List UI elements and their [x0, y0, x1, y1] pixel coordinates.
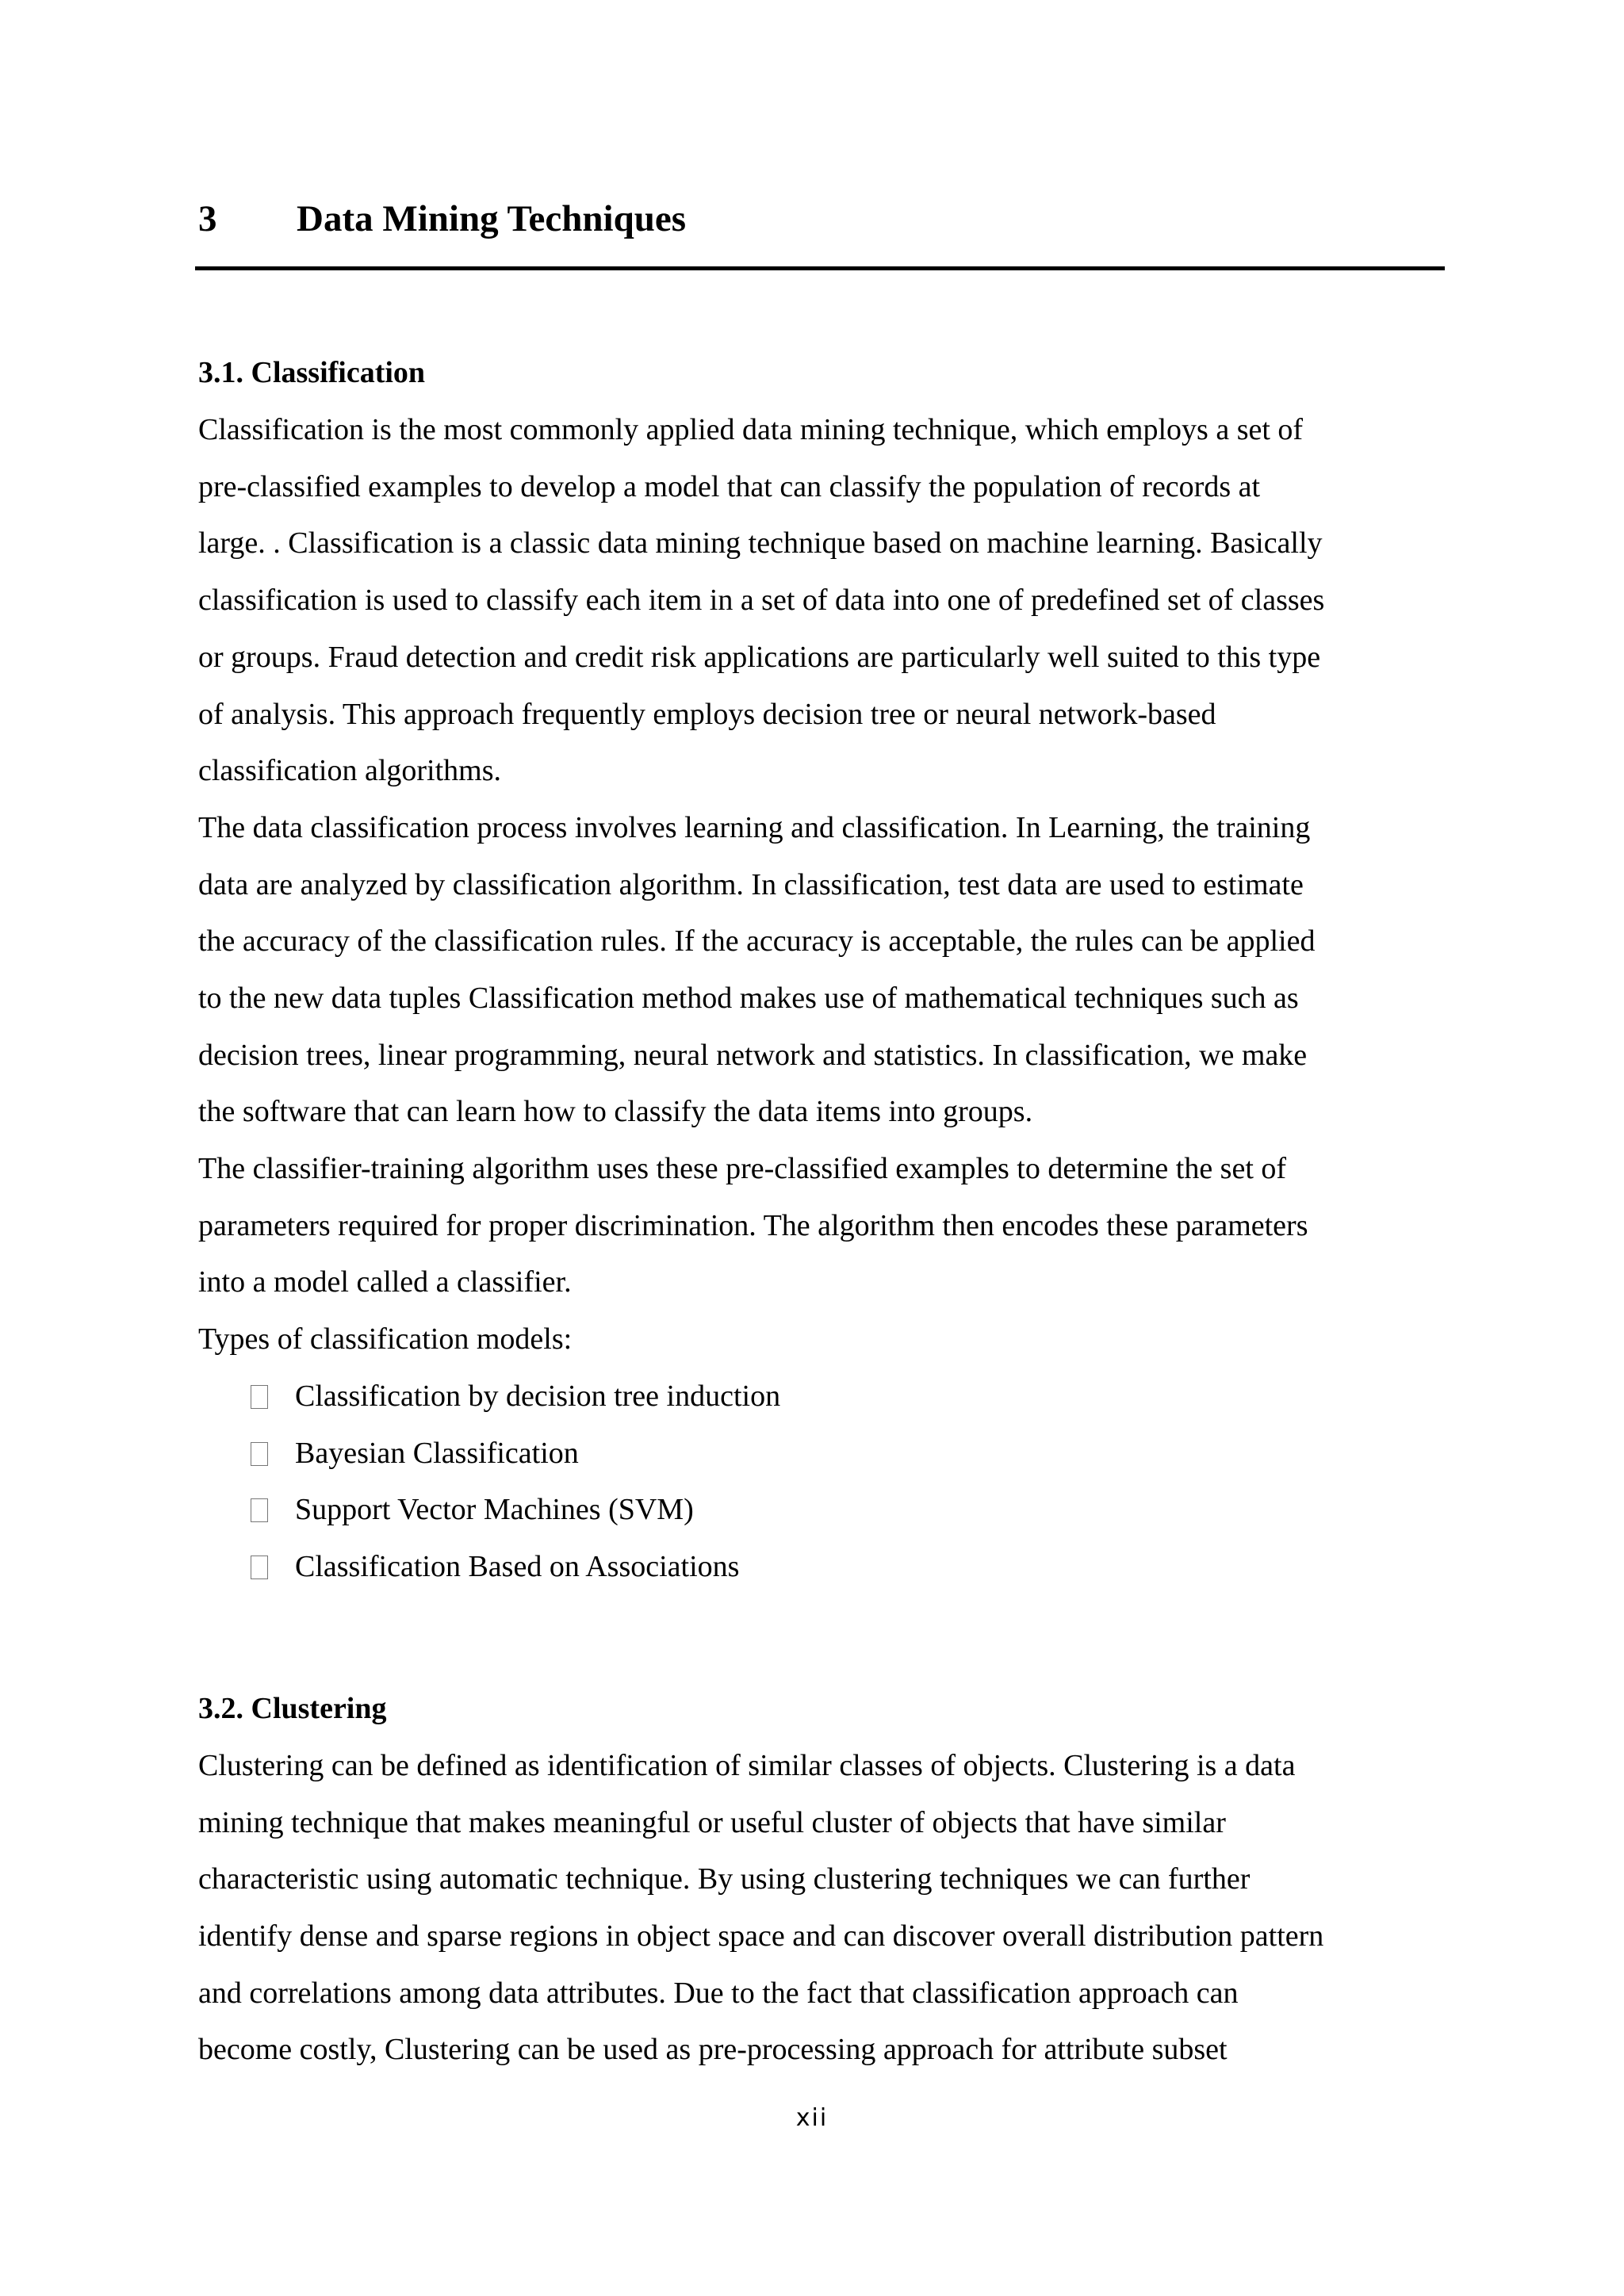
paragraph-line: large. . Classification is a classic data mining technique based on machine learning. Basically	[198, 526, 1323, 560]
bullet-box-icon	[251, 1498, 268, 1522]
list-item-text: Bayesian Classification	[295, 1437, 579, 1470]
page-number: xii	[795, 2104, 829, 2132]
paragraph-line: the accuracy of the classification rules. If the accuracy is acceptable, the rules can be applied	[198, 924, 1316, 958]
bullet-box-icon	[251, 1556, 268, 1579]
chapter-title: Data Mining Techniques	[297, 198, 687, 239]
paragraph-line: characteristic using automatic technique. By using clustering techniques we can further	[198, 1862, 1251, 1896]
paragraph-line: and correlations among data attributes. Due to the fact that classification approach can	[198, 1976, 1239, 2010]
chapter-heading	[198, 187, 1443, 251]
paragraph-line: the software that can learn how to classify the data items into groups.	[198, 1095, 1033, 1128]
paragraph-line: classification is used to classify each item in a set of data into one of predefined set of classes	[198, 584, 1325, 617]
paragraph-line: data are analyzed by classification algorithm. In classification, test data are used to estimate	[198, 868, 1304, 901]
list-item-text: Classification by decision tree induction	[295, 1380, 781, 1413]
list-item-text: Classification Based on Associations	[295, 1550, 740, 1583]
section-heading-clustering: 3.2. Clustering	[198, 1692, 387, 1725]
section-heading-classification: 3.1. Classification	[198, 356, 426, 389]
list-item-text: Support Vector Machines (SVM)	[295, 1493, 694, 1526]
chapter-divider	[195, 266, 1445, 270]
paragraph-line: to the new data tuples Classification method makes use of mathematical techniques such as	[198, 982, 1299, 1015]
paragraph-line: identify dense and sparse regions in object space and can discover overall distribution pattern	[198, 1919, 1324, 1953]
paragraph-line: The classifier-training algorithm uses these pre-classified examples to determine the set of	[198, 1152, 1287, 1185]
chapter-number: 3	[198, 198, 217, 239]
paragraph-line: classification algorithms.	[198, 754, 502, 787]
list-item	[251, 1486, 694, 1533]
paragraph-line: Clustering can be defined as identification of similar classes of objects. Clustering is a data	[198, 1749, 1296, 1782]
paragraph-line: decision trees, linear programming, neural network and statistics. In classification, we make	[198, 1039, 1308, 1072]
list-item	[251, 1429, 579, 1477]
bullet-box-icon	[251, 1385, 268, 1409]
paragraph-line: mining technique that makes meaningful or useful cluster of objects that have similar	[198, 1806, 1226, 1839]
list-item	[251, 1372, 780, 1420]
list-item	[251, 1543, 739, 1590]
paragraph-line: Classification is the most commonly applied data mining technique, which employs a set of	[198, 413, 1304, 446]
paragraph-line: into a model called a classifier.	[198, 1265, 572, 1299]
paragraph-line: or groups. Fraud detection and credit risk applications are particularly well suited to this type	[198, 641, 1321, 674]
paragraph-line: Types of classification models:	[198, 1322, 573, 1356]
paragraph-line: become costly, Clustering can be used as pre-processing approach for attribute subset	[198, 2033, 1228, 2066]
bullet-box-icon	[251, 1442, 268, 1466]
paragraph-line: parameters required for proper discrimination. The algorithm then encodes these parameters	[198, 1209, 1308, 1242]
paragraph-line: of analysis. This approach frequently employs decision tree or neural network-based	[198, 698, 1216, 731]
paragraph-line: The data classification process involves learning and classification. In Learning, the training	[198, 811, 1311, 844]
paragraph-line: pre-classified examples to develop a model that can classify the population of records at	[198, 470, 1261, 503]
